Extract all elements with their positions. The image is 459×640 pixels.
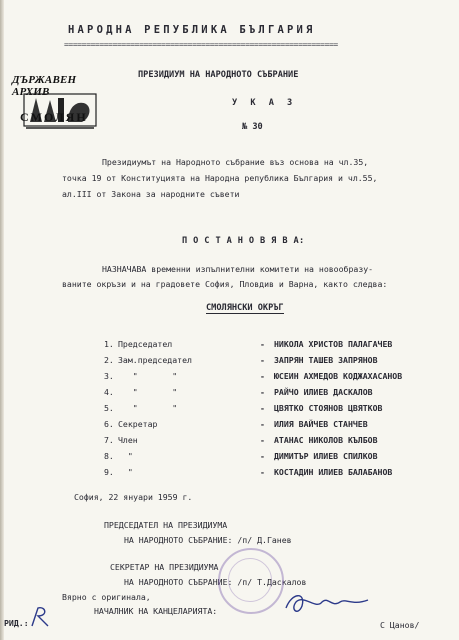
member-number: 7. (104, 435, 114, 445)
member-dash: - (260, 451, 265, 461)
member-dash: - (260, 403, 265, 413)
member-name: ЗАПРЯН ТАШЕВ ЗАПРЯНОВ (274, 355, 378, 365)
margin-initials-icon (28, 604, 54, 630)
member-name: ЮСЕИН АХМЕДОВ КОДЖАХАСАНОВ (274, 371, 403, 381)
decree-number: № 30 (242, 122, 263, 132)
secretary-signature-line: НА НАРОДНОТО СЪБРАНИЕ: /п/ Т.Даскалов (124, 577, 307, 587)
member-name: ЦВЯТКО СТОЯНОВ ЦВЯТКОВ (274, 403, 383, 413)
member-dash: - (260, 435, 265, 445)
secretary-title: СЕКРЕТАР НА ПРЕЗИДИУМА (110, 562, 219, 572)
chairman-signature-line: НА НАРОДНОТО СЪБРАНИЕ: /п/ Д.Ганев (124, 535, 292, 545)
archive-stamp-city: СМОЛЯН (20, 110, 88, 124)
presidium-heading: ПРЕЗИДИУМ НА НАРОДНОТО СЪБРАНИЕ (138, 70, 299, 80)
member-role: " " (118, 403, 178, 413)
member-dash: - (260, 355, 265, 365)
member-role: " " (118, 387, 178, 397)
member-role: Зам.председател (118, 355, 192, 365)
appoints-line-1: НАЗНАЧАВА временни изпълнителни комитети на новообразу- (102, 264, 374, 274)
appoints-line-2: ваните окръзи и на градовете София, Пловдив и Варна, както следва: (62, 279, 388, 289)
preamble-line-2: точка 19 от Конституцията на Народна република България и чл.55, (62, 173, 378, 183)
ukaz-heading: У К А З (232, 98, 297, 108)
member-dash: - (260, 339, 265, 349)
member-dash: - (260, 387, 265, 397)
preamble-line-3: ал.III от Закона за народните съвети (62, 189, 240, 199)
certified-copy-note: Вярно с оригинала, (62, 592, 151, 602)
member-number: 1. (104, 339, 114, 349)
archive-stamp (10, 60, 112, 138)
district-heading: СМОЛЯНСКИ ОКРЪГ (206, 303, 284, 313)
member-name: ИЛИЯ ВАЙЧЕВ СТАНЧЕВ (274, 419, 368, 429)
preamble-line-1: Президиумът на Народното събрание въз основа на чл.35, (102, 157, 369, 167)
member-name: НИКОЛА ХРИСТОВ ПАЛАГАЧЕВ (274, 339, 393, 349)
member-role: Член (118, 435, 138, 445)
member-number: 2. (104, 355, 114, 365)
member-role: Председател (118, 339, 173, 349)
presidium-seal-stamp (218, 548, 284, 614)
page-edge-shadow (0, 0, 4, 640)
date-line: София, 22 януари 1959 г. (74, 492, 193, 502)
chancellery-head-name: С Цанов/ (380, 620, 420, 630)
member-number: 3. (104, 371, 114, 381)
member-role: Секретар (118, 419, 158, 429)
member-role: " (118, 467, 133, 477)
handwritten-signature (282, 588, 372, 618)
member-number: 5. (104, 403, 114, 413)
margin-note: РИД.: (4, 618, 29, 628)
member-number: 9. (104, 467, 114, 477)
member-name: ДИМИТЪР ИЛИЕВ СПИЛКОВ (274, 451, 378, 461)
member-dash: - (260, 371, 265, 381)
member-number: 8. (104, 451, 114, 461)
member-number: 6. (104, 419, 114, 429)
member-role: " " (118, 371, 178, 381)
chairman-title: ПРЕДСЕДАТЕЛ НА ПРЕЗИДИУМА (104, 520, 228, 530)
member-role: " (118, 451, 133, 461)
member-number: 4. (104, 387, 114, 397)
archive-stamp-title: ДЪРЖАВЕН АРХИВ (12, 74, 77, 98)
member-name: РАЙЧО ИЛИЕВ ДАСКАЛОВ (274, 387, 373, 397)
header-double-rule: ============================================================== (64, 40, 338, 49)
member-dash: - (260, 419, 265, 429)
republic-header: НАРОДНА РЕПУБЛИКА БЪЛГАРИЯ (68, 24, 316, 36)
member-dash: - (260, 467, 265, 477)
decrees-heading: П О С Т А Н О В Я В А: (182, 236, 305, 246)
chancellery-head-title: НАЧАЛНИК НА КАНЦЕЛАРИЯТА: (94, 606, 218, 616)
member-name: АТАНАС НИКОЛОВ КЪЛБОВ (274, 435, 378, 445)
member-name: КОСТАДИН ИЛИЕВ БАЛАБАНОВ (274, 467, 393, 477)
